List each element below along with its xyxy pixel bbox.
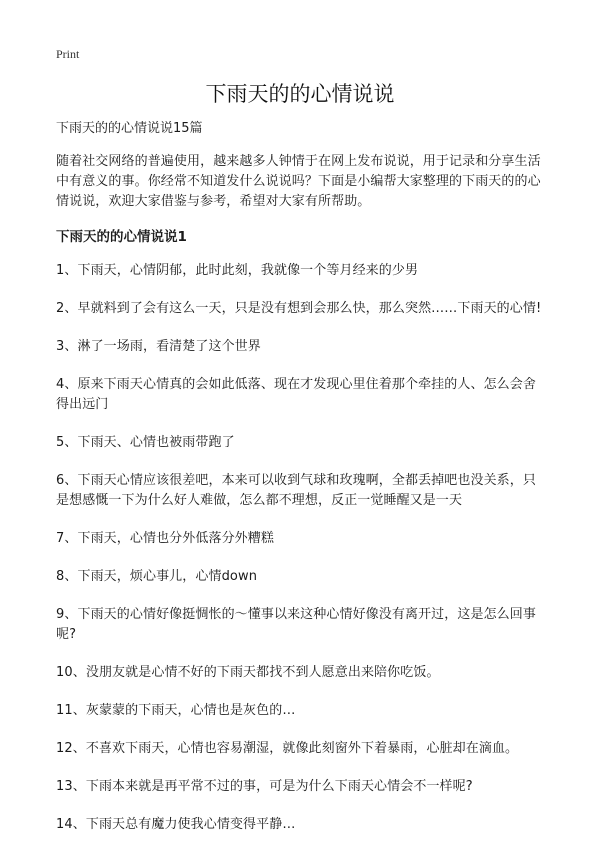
- section-heading: 下雨天的的心情说说1: [56, 229, 187, 245]
- list-item: 2、早就料到了会有这么一天，只是没有想到会那么快，那么突然……下雨天的心情!: [56, 301, 542, 316]
- article-body: [56, 120, 546, 853]
- list-item: 13、下雨本来就是再平常不过的事，可是为什么下雨天心情会不一样呢?: [56, 779, 473, 794]
- list-item: 9、下雨天的心情好像挺惆怅的～懂事以来这种心情好像没有离开过，这是怎么回事呢?: [56, 607, 536, 642]
- list-item: 10、没朋友就是心情不好的下雨天都找不到人愿意出来陪你吃饭。: [56, 665, 440, 680]
- list-item: 3、淋了一场雨，看清楚了这个世界: [56, 339, 261, 354]
- print-link[interactable]: Print: [56, 47, 80, 61]
- list-item: 11、灰蒙蒙的下雨天，心情也是灰色的…: [56, 703, 296, 718]
- intro-paragraph: 随着社交网络的普遍使用，越来越多人钟情于在网上发布说说，用于记录和分享生活中有意义的事。你经常不知道发什么说说吗？下面是小编帮大家整理的下雨天的的心情说说，欢迎大家借鉴与参考，希望对大家有所帮助。: [56, 154, 541, 209]
- list-item: 4、原来下雨天心情真的会如此低落、现在才发现心里住着那个牵挂的人、怎么会舍得出远门: [56, 377, 536, 412]
- list-item: 8、下雨天，烦心事儿，心情down: [56, 569, 258, 584]
- list-item: 1、下雨天，心情阴郁，此时此刻，我就像一个等月经来的少男: [56, 263, 419, 278]
- article-subtitle: 下雨天的的心情说说15篇: [56, 121, 203, 136]
- list-item: 12、不喜欢下雨天，心情也容易潮湿，就像此刻窗外下着暴雨，心脏却在滴血。: [56, 741, 519, 756]
- page-title: 下雨天的的心情说说: [205, 82, 395, 106]
- list-item: 5、下雨天、心情也被雨带跑了: [56, 435, 235, 450]
- list-item: 14、下雨天总有魔力使我心情变得平静…: [56, 817, 296, 832]
- list-item: 7、下雨天，心情也分外低落分外糟糕: [56, 531, 274, 546]
- list-item: 6、下雨天心情应该很差吧，本来可以收到气球和玫瑰啊，全都丢掉吧也没关系，只是想感慨一下为什么好人难做，怎么都不理想，反正一觉睡醒又是一天: [56, 473, 536, 508]
